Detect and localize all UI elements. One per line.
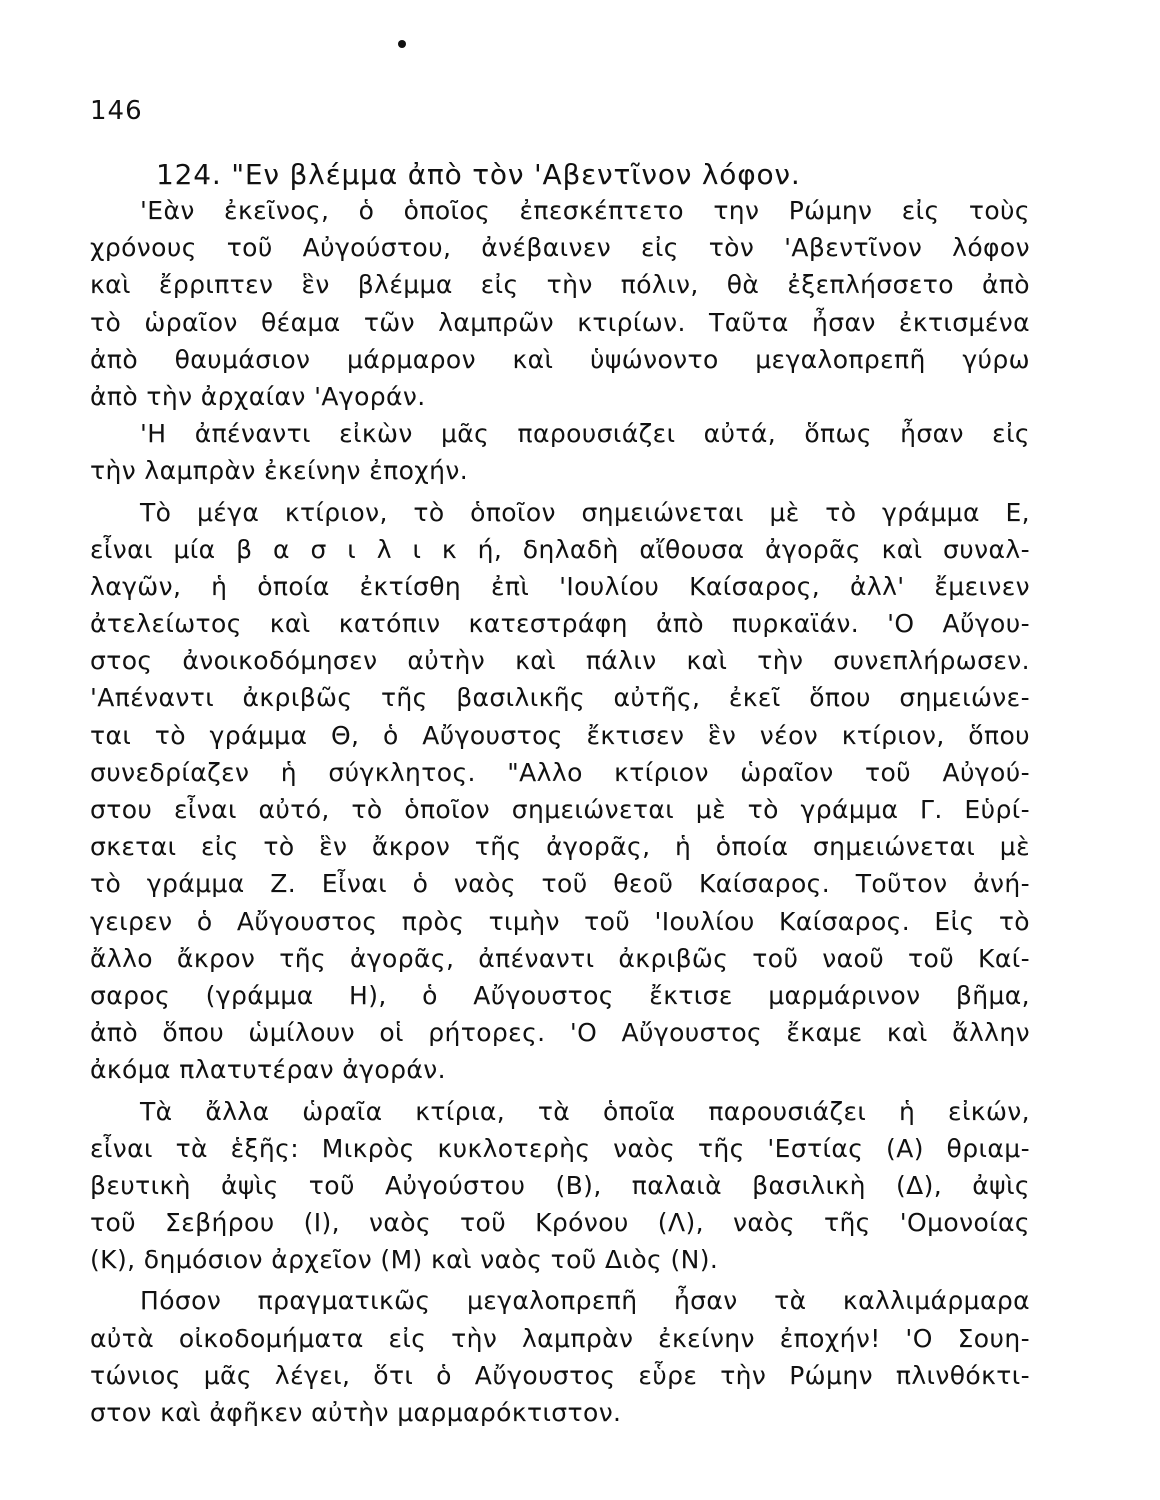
text-line: 'Εὰν ἐκεῖνος, ὁ ὁποῖος ἐπεσκέπτετο την Ρώμην εἰς τοὺς <box>140 196 1030 225</box>
text-line: σκεται εἰς τὸ ἓν ἄκρον τῆς ἀγορᾶς, ἡ ὁποία σημειώνεται μὲ <box>90 832 1030 862</box>
text-line: λαγῶν, ἡ ὁποία ἐκτίσθη ἐπὶ 'Ιουλίου Καίσαρος, ἀλλ' ἔμεινεν <box>90 571 1030 601</box>
text-line: στος ἀνοικοδόμησεν αὐτὴν καὶ πάλιν καὶ τὴν συνεπλήρωσεν. <box>90 646 1030 676</box>
text-line: 'Απέναντι ἀκριβῶς τῆς βασιλικῆς αὐτῆς, ἐκεῖ ὅπου σημειώνε- <box>90 683 1030 713</box>
text-line: ἀπὸ ὅπου ὡμίλουν οἱ ρήτορες. 'Ο Αὔγουστος ἔκαμε καὶ ἄλλην <box>90 1018 1030 1048</box>
paragraph <box>90 192 1030 415</box>
text-line: Πόσον πραγματικῶς μεγαλοπρεπῆ ἦσαν τὰ καλλιμάρμαρα <box>140 1286 1030 1316</box>
text-line: τὸ ὡραῖον θέαμα τῶν λαμπρῶν κτιρίων. Ταῦτα ἦσαν ἐκτισμένα <box>90 307 1030 337</box>
text-line: εἶναι μία β α σ ι λ ι κ ή, δηλαδὴ αἴθουσα ἀγορᾶς καὶ συναλ- <box>90 534 1030 564</box>
text-line: ἄλλο ἄκρον τῆς ἀγορᾶς, ἀπέναντι ἀκριβῶς τοῦ ναοῦ τοῦ Καί- <box>90 943 1030 973</box>
text-line: τὴν λαμπρὰν ἐκείνην ἐποχήν. <box>90 456 469 486</box>
body-text <box>90 192 1030 1431</box>
text-line: ἀπὸ τὴν ἀρχαίαν 'Αγοράν. <box>90 381 426 411</box>
paragraph <box>90 1093 1030 1279</box>
paragraph <box>90 494 1030 1089</box>
text-line: συνεδρίαζεν ἡ σύγκλητος. "Αλλο κτίριον ὡραῖον τοῦ Αὐγού- <box>90 757 1030 787</box>
text-line: ἀκόμα πλατυτέραν ἀγοράν. <box>90 1055 446 1085</box>
page-number: 146 <box>90 96 143 126</box>
text-line: τοῦ Σεβήρου (Ι), ναὸς τοῦ Κρόνου (Λ), ναὸς τῆς 'Ομονοίας <box>90 1208 1030 1238</box>
text-line: βευτικὴ ἀψὶς τοῦ Αὐγούστου (Β), παλαιὰ βασιλικὴ (Δ), ἀψὶς <box>90 1170 1030 1200</box>
text-line: Τὰ ἄλλα ὡραῖα κτίρια, τὰ ὁποῖα παρουσιάζει ἡ εἰκών, <box>140 1096 1030 1126</box>
text-line: γειρεν ὁ Αὔγουστος πρὸς τιμὴν τοῦ 'Ιουλίου Καίσαρος. Εἰς τὸ <box>90 906 1030 936</box>
text-line: εἶναι τὰ ἑξῆς: Μικρὸς κυκλοτερὴς ναὸς τῆς 'Εστίας (Α) θριαμ- <box>90 1133 1030 1163</box>
text-line: αὐτὰ οἰκοδομήματα εἰς τὴν λαμπρὰν ἐκείνην ἐποχήν! 'Ο Σουη- <box>90 1323 1030 1353</box>
paragraph <box>90 1282 1030 1431</box>
text-line: ἀπὸ θαυμάσιον μάρμαρον καὶ ὑψώνοντο μεγαλοπρεπῆ γύρω <box>90 344 1030 374</box>
text-line: στον καὶ ἀφῆκεν αὐτὴν μαρμαρόκτιστον. <box>90 1398 622 1427</box>
text-line: καὶ ἔρριπτεν ἓν βλέμμα εἰς τὴν πόλιν, θὰ ἐξεπλήσσετο ἀπὸ <box>90 270 1030 300</box>
text-line: τώνιος μᾶς λέγει, ὅτι ὁ Αὔγουστος εὗρε τὴν Ρώμην πλινθόκτι- <box>90 1360 1030 1390</box>
section-heading: 124. "Εν βλέμμα ἀπὸ τὸν 'Αβεντῖνον λόφον. <box>156 158 801 191</box>
text-line: ται τὸ γράμμα Θ, ὁ Αὔγουστος ἔκτισεν ἓν νέον κτίριον, ὅπου <box>90 720 1030 750</box>
text-line: χρόνους τοῦ Αὐγούστου, ἀνέβαινεν εἰς τὸν 'Αβεντῖνον λόφον <box>90 233 1030 263</box>
text-line: τὸ γράμμα Ζ. Εἶναι ὁ ναὸς τοῦ θεοῦ Καίσαρος. Τοῦτον ἀνή- <box>90 869 1030 899</box>
text-line: 'Η ἀπέναντι εἰκὼν μᾶς παρουσιάζει αὐτά, ὅπως ἦσαν εἰς <box>140 419 1030 449</box>
paragraph <box>90 415 1030 489</box>
text-line: στου εἶναι αὐτό, τὸ ὁποῖον σημειώνεται μὲ τὸ γράμμα Γ. Εὑρί- <box>90 795 1030 824</box>
text-line: Τὸ μέγα κτίριον, τὸ ὁποῖον σημειώνεται μὲ τὸ γράμμα Ε, <box>140 497 1030 527</box>
text-line: σαρος (γράμμα Η), ὁ Αὔγουστος ἔκτισε μαρμάρινον βῆμα, <box>90 980 1030 1010</box>
text-line: ἀτελείωτος καὶ κατόπιν κατεστράφη ἀπὸ πυρκαϊάν. 'Ο Αὔγου- <box>90 609 1030 639</box>
text-line: (Κ), δημόσιον ἀρχεῖον (Μ) καὶ ναὸς τοῦ Διὸς (Ν). <box>90 1245 719 1275</box>
ink-dot <box>398 40 406 48</box>
